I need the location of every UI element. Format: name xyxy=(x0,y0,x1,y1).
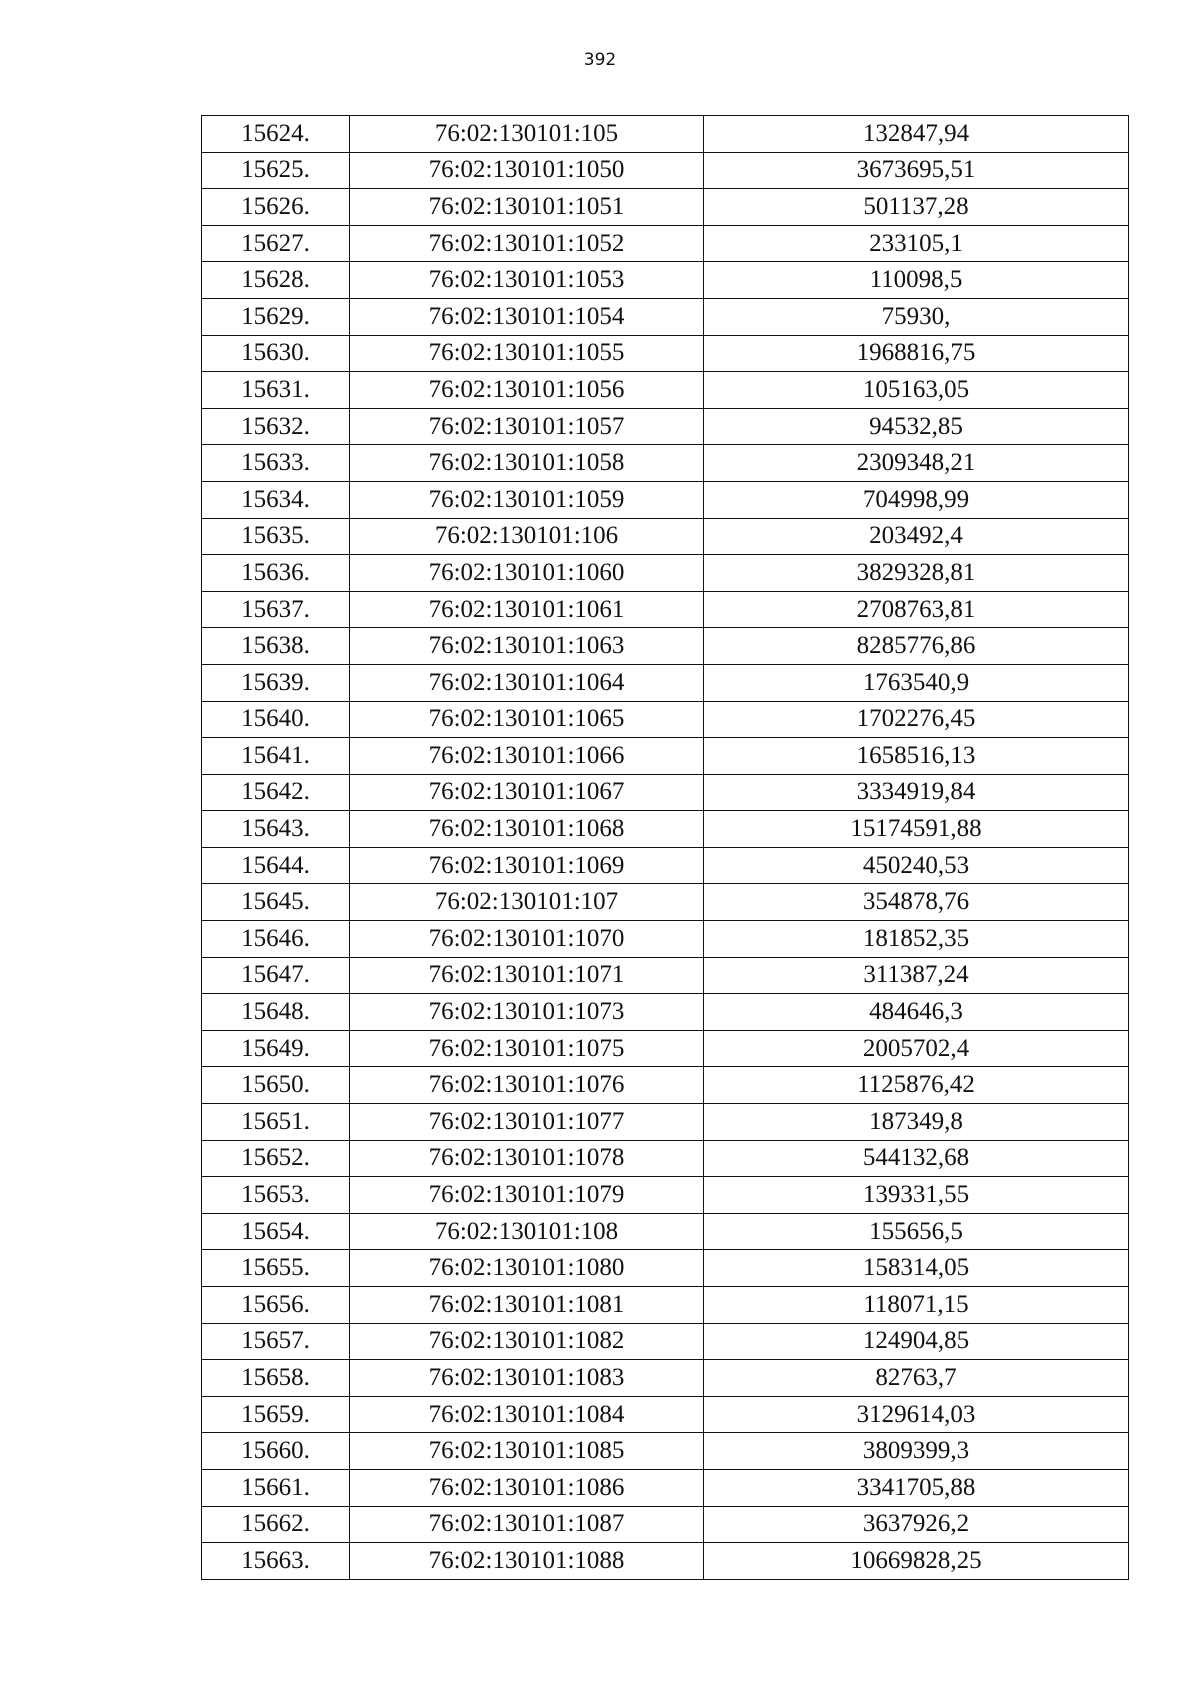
cadastral-number-cell: 76:02:130101:1076 xyxy=(350,1067,704,1104)
cadastral-number-cell: 76:02:130101:1087 xyxy=(350,1506,704,1543)
cadastral-value-cell: 10669828,25 xyxy=(704,1543,1129,1580)
row-number-cell: 15661. xyxy=(202,1469,350,1506)
cadastral-value-cell: 155656,5 xyxy=(704,1213,1129,1250)
table-row xyxy=(202,1360,1129,1397)
row-number-cell: 15647. xyxy=(202,957,350,994)
cadastral-value-cell: 501137,28 xyxy=(704,189,1129,226)
cadastral-number-cell: 76:02:130101:1084 xyxy=(350,1396,704,1433)
table-row xyxy=(202,1140,1129,1177)
row-number-cell: 15641. xyxy=(202,738,350,775)
cadastral-value-cell: 110098,5 xyxy=(704,262,1129,299)
cadastral-value-cell: 3341705,88 xyxy=(704,1469,1129,1506)
row-number-cell: 15660. xyxy=(202,1433,350,1470)
cadastral-value-cell: 1763540,9 xyxy=(704,664,1129,701)
table-row xyxy=(202,445,1129,482)
row-number-cell: 15662. xyxy=(202,1506,350,1543)
cadastral-value-cell: 94532,85 xyxy=(704,408,1129,445)
row-number-cell: 15643. xyxy=(202,811,350,848)
cadastral-value-cell: 82763,7 xyxy=(704,1360,1129,1397)
cadastral-number-cell: 76:02:130101:1070 xyxy=(350,921,704,958)
cadastral-value-cell: 233105,1 xyxy=(704,225,1129,262)
cadastral-value-cell: 704998,99 xyxy=(704,481,1129,518)
page-number: 392 xyxy=(583,50,617,70)
row-number-cell: 15644. xyxy=(202,847,350,884)
cadastral-number-cell: 76:02:130101:1069 xyxy=(350,847,704,884)
cadastral-number-cell: 76:02:130101:107 xyxy=(350,884,704,921)
cadastral-value-cell: 484646,3 xyxy=(704,994,1129,1031)
row-number-cell: 15632. xyxy=(202,408,350,445)
row-number-cell: 15655. xyxy=(202,1250,350,1287)
cadastral-value-cell: 544132,68 xyxy=(704,1140,1129,1177)
row-number-cell: 15634. xyxy=(202,481,350,518)
cadastral-value-cell: 75930, xyxy=(704,298,1129,335)
row-number-cell: 15651. xyxy=(202,1104,350,1141)
cadastral-number-cell: 76:02:130101:1086 xyxy=(350,1469,704,1506)
table-row xyxy=(202,1030,1129,1067)
table-row xyxy=(202,1433,1129,1470)
cadastral-number-cell: 76:02:130101:1060 xyxy=(350,555,704,592)
table-row xyxy=(202,1506,1129,1543)
row-number-cell: 15658. xyxy=(202,1360,350,1397)
row-number-cell: 15639. xyxy=(202,664,350,701)
cadastral-number-cell: 76:02:130101:1053 xyxy=(350,262,704,299)
table-row xyxy=(202,518,1129,555)
row-number-cell: 15628. xyxy=(202,262,350,299)
row-number-cell: 15635. xyxy=(202,518,350,555)
cadastral-number-cell: 76:02:130101:1054 xyxy=(350,298,704,335)
table-row xyxy=(202,701,1129,738)
row-number-cell: 15648. xyxy=(202,994,350,1031)
cadastral-number-cell: 76:02:130101:1052 xyxy=(350,225,704,262)
table-row xyxy=(202,847,1129,884)
row-number-cell: 15627. xyxy=(202,225,350,262)
row-number-cell: 15657. xyxy=(202,1323,350,1360)
cadastral-value-cell: 118071,15 xyxy=(704,1287,1129,1324)
cadastral-value-cell: 3129614,03 xyxy=(704,1396,1129,1433)
cadastral-value-cell: 3809399,3 xyxy=(704,1433,1129,1470)
table-row xyxy=(202,1323,1129,1360)
row-number-cell: 15663. xyxy=(202,1543,350,1580)
cadastral-number-cell: 76:02:130101:1068 xyxy=(350,811,704,848)
cadastral-number-cell: 76:02:130101:1078 xyxy=(350,1140,704,1177)
cadastral-value-cell: 2708763,81 xyxy=(704,591,1129,628)
row-number-cell: 15629. xyxy=(202,298,350,335)
table-row xyxy=(202,921,1129,958)
table-body xyxy=(202,116,1129,1580)
table-row xyxy=(202,664,1129,701)
cadastral-number-cell: 76:02:130101:1083 xyxy=(350,1360,704,1397)
table-row xyxy=(202,1213,1129,1250)
cadastral-number-cell: 76:02:130101:1059 xyxy=(350,481,704,518)
cadastral-value-cell: 2309348,21 xyxy=(704,445,1129,482)
table-row xyxy=(202,738,1129,775)
row-number-cell: 15659. xyxy=(202,1396,350,1433)
cadastral-number-cell: 76:02:130101:1075 xyxy=(350,1030,704,1067)
row-number-cell: 15642. xyxy=(202,774,350,811)
row-number-cell: 15645. xyxy=(202,884,350,921)
table-row xyxy=(202,774,1129,811)
table-row xyxy=(202,1543,1129,1580)
row-number-cell: 15637. xyxy=(202,591,350,628)
cadastral-value-cell: 1125876,42 xyxy=(704,1067,1129,1104)
cadastral-value-cell: 3673695,51 xyxy=(704,152,1129,189)
table-row xyxy=(202,1287,1129,1324)
cadastral-value-cell: 1658516,13 xyxy=(704,738,1129,775)
cadastral-number-cell: 76:02:130101:1081 xyxy=(350,1287,704,1324)
cadastral-number-cell: 76:02:130101:1063 xyxy=(350,628,704,665)
cadastral-value-cell: 3829328,81 xyxy=(704,555,1129,592)
row-number-cell: 15640. xyxy=(202,701,350,738)
cadastral-value-cell: 187349,8 xyxy=(704,1104,1129,1141)
table-row xyxy=(202,189,1129,226)
table-row xyxy=(202,1067,1129,1104)
row-number-cell: 15625. xyxy=(202,152,350,189)
cadastral-value-cell: 450240,53 xyxy=(704,847,1129,884)
table-row xyxy=(202,994,1129,1031)
cadastral-number-cell: 76:02:130101:1082 xyxy=(350,1323,704,1360)
row-number-cell: 15624. xyxy=(202,116,350,153)
row-number-cell: 15649. xyxy=(202,1030,350,1067)
cadastral-number-cell: 76:02:130101:1067 xyxy=(350,774,704,811)
cadastral-number-cell: 76:02:130101:1077 xyxy=(350,1104,704,1141)
cadastral-number-cell: 76:02:130101:1061 xyxy=(350,591,704,628)
table-row xyxy=(202,152,1129,189)
table-row xyxy=(202,408,1129,445)
row-number-cell: 15656. xyxy=(202,1287,350,1324)
cadastral-value-cell: 203492,4 xyxy=(704,518,1129,555)
row-number-cell: 15638. xyxy=(202,628,350,665)
table-row xyxy=(202,884,1129,921)
cadastral-number-cell: 76:02:130101:1071 xyxy=(350,957,704,994)
cadastral-number-cell: 76:02:130101:1051 xyxy=(350,189,704,226)
cadastral-value-cell: 139331,55 xyxy=(704,1177,1129,1214)
table-row xyxy=(202,628,1129,665)
cadastral-number-cell: 76:02:130101:108 xyxy=(350,1213,704,1250)
cadastral-value-cell: 1702276,45 xyxy=(704,701,1129,738)
cadastral-number-cell: 76:02:130101:1058 xyxy=(350,445,704,482)
cadastral-number-cell: 76:02:130101:1050 xyxy=(350,152,704,189)
cadastral-number-cell: 76:02:130101:1064 xyxy=(350,664,704,701)
row-number-cell: 15650. xyxy=(202,1067,350,1104)
cadastral-value-cell: 311387,24 xyxy=(704,957,1129,994)
cadastral-number-cell: 76:02:130101:1056 xyxy=(350,372,704,409)
table-row xyxy=(202,1177,1129,1214)
cadastral-value-cell: 132847,94 xyxy=(704,116,1129,153)
row-number-cell: 15652. xyxy=(202,1140,350,1177)
cadastral-value-cell: 15174591,88 xyxy=(704,811,1129,848)
table-row xyxy=(202,555,1129,592)
table-row xyxy=(202,591,1129,628)
cadastral-value-cell: 105163,05 xyxy=(704,372,1129,409)
cadastral-number-cell: 76:02:130101:1080 xyxy=(350,1250,704,1287)
row-number-cell: 15633. xyxy=(202,445,350,482)
cadastral-value-table xyxy=(201,115,1129,1580)
row-number-cell: 15626. xyxy=(202,189,350,226)
cadastral-number-cell: 76:02:130101:105 xyxy=(350,116,704,153)
table-row xyxy=(202,1104,1129,1141)
cadastral-value-cell: 3334919,84 xyxy=(704,774,1129,811)
row-number-cell: 15653. xyxy=(202,1177,350,1214)
row-number-cell: 15636. xyxy=(202,555,350,592)
cadastral-number-cell: 76:02:130101:1079 xyxy=(350,1177,704,1214)
cadastral-number-cell: 76:02:130101:1085 xyxy=(350,1433,704,1470)
cadastral-value-cell: 2005702,4 xyxy=(704,1030,1129,1067)
row-number-cell: 15631. xyxy=(202,372,350,409)
cadastral-value-cell: 181852,35 xyxy=(704,921,1129,958)
table-row xyxy=(202,262,1129,299)
cadastral-value-cell: 8285776,86 xyxy=(704,628,1129,665)
cadastral-value-cell: 158314,05 xyxy=(704,1250,1129,1287)
table-row xyxy=(202,116,1129,153)
table-row xyxy=(202,372,1129,409)
table-row xyxy=(202,225,1129,262)
table-row xyxy=(202,335,1129,372)
cadastral-number-cell: 76:02:130101:1055 xyxy=(350,335,704,372)
table-row xyxy=(202,957,1129,994)
cadastral-value-cell: 1968816,75 xyxy=(704,335,1129,372)
cadastral-number-cell: 76:02:130101:1073 xyxy=(350,994,704,1031)
cadastral-number-cell: 76:02:130101:1088 xyxy=(350,1543,704,1580)
cadastral-number-cell: 76:02:130101:1065 xyxy=(350,701,704,738)
cadastral-number-cell: 76:02:130101:106 xyxy=(350,518,704,555)
table-row xyxy=(202,811,1129,848)
table-row xyxy=(202,481,1129,518)
cadastral-value-cell: 124904,85 xyxy=(704,1323,1129,1360)
row-number-cell: 15654. xyxy=(202,1213,350,1250)
row-number-cell: 15630. xyxy=(202,335,350,372)
table-row xyxy=(202,1396,1129,1433)
row-number-cell: 15646. xyxy=(202,921,350,958)
table-row xyxy=(202,1250,1129,1287)
cadastral-value-cell: 354878,76 xyxy=(704,884,1129,921)
table-row xyxy=(202,298,1129,335)
cadastral-number-cell: 76:02:130101:1057 xyxy=(350,408,704,445)
table-row xyxy=(202,1469,1129,1506)
cadastral-number-cell: 76:02:130101:1066 xyxy=(350,738,704,775)
cadastral-value-cell: 3637926,2 xyxy=(704,1506,1129,1543)
